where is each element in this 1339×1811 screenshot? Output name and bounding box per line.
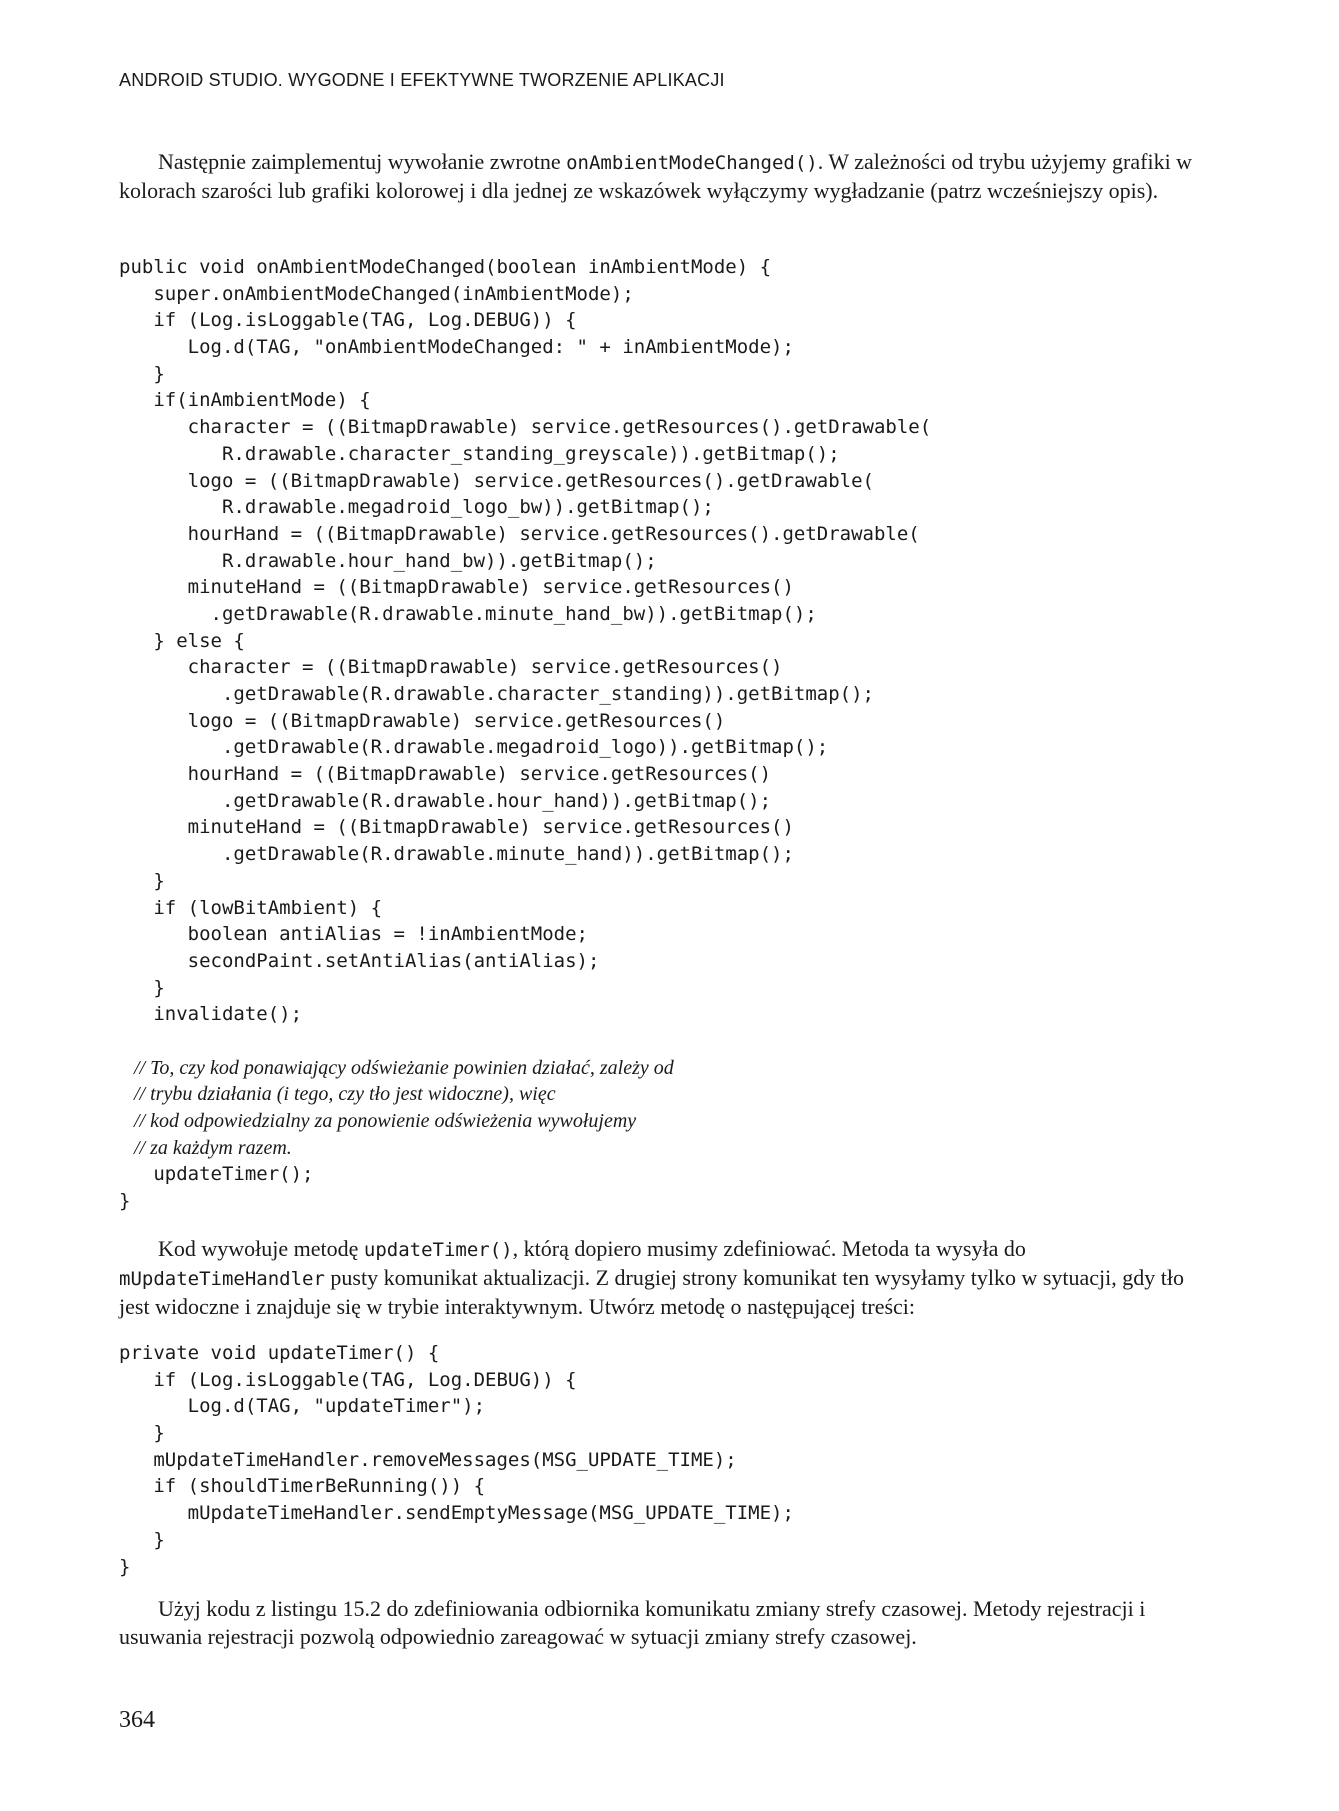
code-line: minuteHand = ((BitmapDrawable) service.getResources(): [119, 576, 794, 599]
code-line: // To, czy kod ponawiający odświeżanie powinien działać, zależy od: [119, 1056, 674, 1079]
code-line: mUpdateTimeHandler.sendEmptyMessage(MSG_UPDATE_TIME);: [119, 1502, 794, 1525]
code-line: }: [119, 1555, 131, 1578]
paragraph-intro-text: [119, 148, 1219, 205]
code-line: }: [119, 362, 165, 385]
code-line: character = ((BitmapDrawable) service.getResources().getDrawable(: [119, 416, 932, 439]
code-listing-updatetimer: [119, 1340, 1219, 1580]
code-line: boolean antiAlias = !inAmbientMode;: [119, 923, 588, 946]
code-line: hourHand = ((BitmapDrawable) service.getResources().getDrawable(: [119, 522, 920, 545]
code-line: Log.d(TAG, "updateTimer");: [119, 1395, 486, 1418]
code-line: if (Log.isLoggable(TAG, Log.DEBUG)) {: [119, 309, 577, 332]
code-line: if (lowBitAmbient) {: [119, 896, 383, 919]
code-line: }: [119, 869, 165, 892]
code-line: if(inAmbientMode) {: [119, 389, 371, 412]
code-line: if (shouldTimerBeRunning()) {: [119, 1475, 486, 1498]
code-line: Log.d(TAG, "onAmbientModeChanged: " + inAmbientMode);: [119, 336, 794, 359]
code-line: } else {: [119, 629, 245, 652]
code-line: }: [119, 1528, 165, 1551]
running-header: ANDROID STUDIO. WYGODNE I EFEKTYWNE TWORZENIE APLIKACJI: [119, 70, 725, 90]
code-line: // za każdym razem.: [119, 1136, 292, 1159]
code-line: logo = ((BitmapDrawable) service.getResources().getDrawable(: [119, 469, 874, 492]
paragraph-update-timer: [119, 1235, 1219, 1321]
code-line: invalidate();: [119, 1003, 303, 1026]
code-line: secondPaint.setAntiAlias(antiAlias);: [119, 949, 600, 972]
code-line: updateTimer();: [119, 1163, 314, 1186]
code-listing-onambientmodechanged: [119, 254, 1219, 1215]
code-line: }: [119, 976, 165, 999]
paragraph-intro: [119, 148, 1219, 205]
code-line: [119, 1028, 1219, 1055]
paragraph-intro-text-1: Następnie zaimplementuj wywołanie zwrotne: [158, 149, 567, 174]
paragraph-update-timer-text-2: , którą dopiero musimy zdefiniować. Metoda ta wysyła do: [512, 1236, 1026, 1261]
paragraph-timezone: [119, 1595, 1219, 1651]
code-line: if (Log.isLoggable(TAG, Log.DEBUG)) {: [119, 1368, 577, 1391]
inline-code-mupdatetimehandler: mUpdateTimeHandler: [119, 1268, 325, 1290]
paragraph-update-timer-text-1: Kod wywołuje metodę: [158, 1236, 364, 1261]
code-line: hourHand = ((BitmapDrawable) service.getResources(): [119, 763, 772, 786]
code-line: R.drawable.character_standing_greyscale)).getBitmap();: [119, 442, 840, 465]
code-line: .getDrawable(R.drawable.megadroid_logo)).getBitmap();: [119, 736, 829, 759]
paragraph-timezone-text: Użyj kodu z listingu 15.2 do zdefiniowania odbiornika komunikatu zmiany strefy czasowej. Metody rejestracji i usuwania rejestracji pozwolą odpowiednio zareagować w sytuacji zmiany strefy czasowej.: [119, 1596, 1146, 1649]
code-line: }: [119, 1422, 165, 1445]
inline-code-onambientmodechanged: onAmbientModeChanged(): [566, 152, 818, 174]
code-line: // kod odpowiedzialny za ponowienie odświeżenia wywołujemy: [119, 1110, 637, 1132]
page-number: 364: [119, 1707, 155, 1733]
code-line: // trybu działania (i tego, czy tło jest widoczne), więc: [119, 1083, 556, 1106]
code-line: character = ((BitmapDrawable) service.getResources(): [119, 656, 783, 679]
code-line: .getDrawable(R.drawable.hour_hand)).getBitmap();: [119, 789, 772, 812]
code-line: .getDrawable(R.drawable.character_standing)).getBitmap();: [119, 683, 874, 705]
paragraph-update-timer-text: [119, 1235, 1219, 1321]
code-line: R.drawable.hour_hand_bw)).getBitmap();: [119, 549, 657, 572]
code-line: minuteHand = ((BitmapDrawable) service.getResources(): [119, 816, 794, 839]
code-line: public void onAmbientModeChanged(boolean inAmbientMode) {: [119, 256, 772, 278]
code-line: private void updateTimer() {: [119, 1342, 440, 1364]
code-line: logo = ((BitmapDrawable) service.getResources(): [119, 709, 726, 732]
code-line: .getDrawable(R.drawable.minute_hand)).getBitmap();: [119, 843, 794, 866]
paragraph-update-timer-text-3: pusty komunikat aktualizacji. Z drugiej strony komunikat ten wysyłamy tylko w sytuacji, gdy tło jest widoczne i znajduje się w trybie interaktywnym. Utwórz metodę o następującej treści:: [119, 1265, 1185, 1319]
paragraph-intro-text-2: . W zależności od trybu użyjemy grafiki w kolorach szarości lub grafiki kolorowej i dla jednej ze wskazówek wyłączymy wygładzanie (patrz wcześniejszy opis).: [119, 149, 1193, 203]
code-line: mUpdateTimeHandler.removeMessages(MSG_UPDATE_TIME);: [119, 1448, 737, 1471]
code-line: R.drawable.megadroid_logo_bw)).getBitmap();: [119, 496, 714, 519]
code-line: .getDrawable(R.drawable.minute_hand_bw)).getBitmap();: [119, 602, 817, 625]
inline-code-updatetimer: updateTimer(): [363, 1239, 513, 1261]
code-line: super.onAmbientModeChanged(inAmbientMode);: [119, 282, 634, 305]
code-line: }: [119, 1190, 131, 1213]
